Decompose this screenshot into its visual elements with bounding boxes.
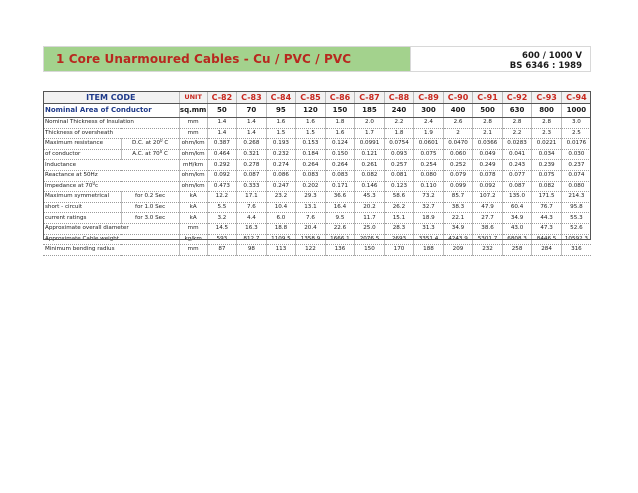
area-value: 185 <box>355 104 385 118</box>
area-value: 300 <box>414 104 444 118</box>
row-value: 2.2 <box>502 128 532 139</box>
row-label-tail: c <box>94 182 99 189</box>
item-code-cell: C-82 <box>207 92 237 104</box>
row-label <box>43 118 179 129</box>
row-value: 1.9 <box>414 128 444 139</box>
row-sublabel-tail: C <box>162 151 168 158</box>
row-value: 0.0366 <box>473 139 503 150</box>
row-value: 0.171 <box>325 181 355 192</box>
row-value: 0.261 <box>355 160 385 171</box>
row-value: 3.0 <box>561 118 591 129</box>
row-label <box>43 128 179 139</box>
degree-sup: 0 <box>159 149 163 155</box>
row-value: 15.1 <box>384 213 414 224</box>
row-value: 0.082 <box>532 181 562 192</box>
row-value: 0.092 <box>207 170 237 181</box>
row-value: 2.8 <box>532 118 562 129</box>
row-value: 209 <box>443 245 473 256</box>
row-value: 0.237 <box>561 160 591 171</box>
row-value: 47.3 <box>532 223 562 234</box>
row-value: 232 <box>473 245 503 256</box>
row-value: 17.1 <box>237 192 267 203</box>
row-value: 5301.7 <box>473 234 503 245</box>
area-value: 240 <box>384 104 414 118</box>
row-value: 22.1 <box>443 213 473 224</box>
row-value: 2.4 <box>414 118 444 129</box>
row-value: 0.080 <box>561 181 591 192</box>
row-label <box>43 160 179 171</box>
row-value: 55.3 <box>561 213 591 224</box>
row-unit: ohm/km <box>179 170 207 181</box>
row-value: 95.8 <box>561 202 591 213</box>
row-label-text: short - circuit <box>45 204 83 211</box>
degree-sup: 0 <box>160 138 163 144</box>
row-value: 0.092 <box>473 181 503 192</box>
row-value: 0.202 <box>296 181 326 192</box>
row-value: 0.264 <box>325 160 355 171</box>
area-unit: sq.mm <box>179 104 207 118</box>
item-code-cell: C-94 <box>561 92 591 104</box>
row-sublabel-text: for 0.2 Sec <box>134 193 166 200</box>
row-value: 0.243 <box>502 160 532 171</box>
row-value: 593 <box>207 234 237 245</box>
row-value: 1.4 <box>207 128 237 139</box>
item-code-cell: C-88 <box>384 92 414 104</box>
row-label-text: Maximum resistance <box>45 140 104 147</box>
row-value: 16.3 <box>237 223 267 234</box>
row-value: 0.080 <box>414 170 444 181</box>
row-value: 4.4 <box>237 213 267 224</box>
degree-sup: 0 <box>92 181 95 186</box>
row-label-text: Reactance at 50Hz <box>45 172 98 179</box>
row-value: 7.6 <box>237 202 267 213</box>
voltage-rating: 600 / 1000 V <box>522 51 582 61</box>
table-row <box>43 223 591 234</box>
row-label-text: of conductor <box>45 151 81 158</box>
row-value: 52.6 <box>561 223 591 234</box>
item-code-cell: C-86 <box>325 92 355 104</box>
row-value: 31.3 <box>414 223 444 234</box>
row-value: 0.083 <box>296 170 326 181</box>
row-sublabel <box>121 139 179 150</box>
row-value: 0.232 <box>266 149 296 160</box>
row-value: 0.030 <box>561 149 591 160</box>
row-value: 0.193 <box>266 139 296 150</box>
row-value: 284 <box>532 245 562 256</box>
row-value: 171.5 <box>532 192 562 203</box>
row-value: 10592.3 <box>561 234 591 245</box>
row-sublabel-text: A.C. at 70 <box>132 151 160 158</box>
row-value: 9.5 <box>325 213 355 224</box>
row-value: 0.123 <box>384 181 414 192</box>
row-value: 60.4 <box>502 202 532 213</box>
row-value: 6.0 <box>266 213 296 224</box>
row-value: 1.5 <box>266 128 296 139</box>
cable-spec-table <box>43 91 591 256</box>
row-value: 1.5 <box>296 128 326 139</box>
document-title: 1 Core Unarmoured Cables - Cu / PVC / PVC <box>56 52 352 66</box>
area-value: 95 <box>266 104 296 118</box>
row-value: 2.6 <box>443 118 473 129</box>
row-value: 0.110 <box>414 181 444 192</box>
row-value: 0.252 <box>443 160 473 171</box>
row-value: 20.2 <box>355 202 385 213</box>
row-value: 0.0283 <box>502 139 532 150</box>
row-value: 0.321 <box>237 149 267 160</box>
row-unit: ohm/km <box>179 149 207 160</box>
row-label <box>43 202 121 213</box>
row-value: 170 <box>384 245 414 256</box>
title-banner <box>43 46 411 72</box>
table-row <box>43 192 591 203</box>
row-value: 0.387 <box>207 139 237 150</box>
row-value: 2693 <box>384 234 414 245</box>
row-value: 0.278 <box>237 160 267 171</box>
row-value: 0.041 <box>502 149 532 160</box>
row-value: 0.292 <box>207 160 237 171</box>
row-sublabel-text: D.C. at 20 <box>131 140 161 147</box>
row-label-text: current ratings <box>45 214 87 221</box>
row-value: 11.7 <box>355 213 385 224</box>
area-value: 630 <box>502 104 532 118</box>
row-value: 2.1 <box>473 128 503 139</box>
row-value: 812.7 <box>237 234 267 245</box>
row-unit: kA <box>179 213 207 224</box>
row-value: 87 <box>207 245 237 256</box>
row-value: 14.5 <box>207 223 237 234</box>
row-value: 28.3 <box>384 223 414 234</box>
row-value: 38.6 <box>473 223 503 234</box>
row-value: 0.099 <box>443 181 473 192</box>
item-code-cell: C-92 <box>502 92 532 104</box>
row-value: 32.7 <box>414 202 444 213</box>
row-label <box>43 192 121 203</box>
row-value: 1.7 <box>355 128 385 139</box>
row-value: 0.075 <box>414 149 444 160</box>
row-value: 34.9 <box>502 213 532 224</box>
row-value: 2.5 <box>561 128 591 139</box>
row-value: 0.074 <box>561 170 591 181</box>
item-code-cell: C-87 <box>355 92 385 104</box>
row-unit: mm <box>179 118 207 129</box>
row-value: 136 <box>325 245 355 256</box>
row-value: 34.9 <box>443 223 473 234</box>
item-code-cell: C-90 <box>443 92 473 104</box>
table-row <box>43 139 591 150</box>
row-label <box>43 245 179 256</box>
row-value: 1358.9 <box>296 234 326 245</box>
item-code-cell: C-85 <box>296 92 326 104</box>
row-value: 85.7 <box>443 192 473 203</box>
row-value: 2076.5 <box>355 234 385 245</box>
row-label-text: Approximate overall diameter <box>45 225 129 232</box>
row-value: 0.264 <box>296 160 326 171</box>
row-value: 2 <box>443 128 473 139</box>
row-value: 0.249 <box>473 160 503 171</box>
row-value: 0.274 <box>266 160 296 171</box>
row-value: 0.049 <box>473 149 503 160</box>
row-value: 0.079 <box>443 170 473 181</box>
row-value: 44.3 <box>532 213 562 224</box>
row-label <box>43 234 179 245</box>
row-value: 5.5 <box>207 202 237 213</box>
row-value: 0.124 <box>325 139 355 150</box>
row-unit: mH/km <box>179 160 207 171</box>
row-value: 0.473 <box>207 181 237 192</box>
row-value: 135.0 <box>502 192 532 203</box>
row-value: 43.0 <box>502 223 532 234</box>
rating-box <box>411 46 591 72</box>
row-value: 214.3 <box>561 192 591 203</box>
row-value: 3351.4 <box>414 234 444 245</box>
row-value: 2.8 <box>473 118 503 129</box>
standard-reference: BS 6346 : 1989 <box>509 61 582 71</box>
row-value: 0.333 <box>237 181 267 192</box>
row-value: 258 <box>502 245 532 256</box>
row-value: 0.0221 <box>532 139 562 150</box>
row-value: 0.034 <box>532 149 562 160</box>
row-value: 1.4 <box>237 128 267 139</box>
area-value: 50 <box>207 104 237 118</box>
row-value: 29.3 <box>296 192 326 203</box>
item-code-cell: C-84 <box>266 92 296 104</box>
row-label-text: Inductance <box>45 161 77 168</box>
row-value: 0.0754 <box>384 139 414 150</box>
table-row <box>43 128 591 139</box>
row-sublabel <box>121 192 179 203</box>
row-sublabel-text: for 3.0 Sec <box>134 214 166 221</box>
row-label <box>43 223 179 234</box>
row-value: 0.087 <box>502 181 532 192</box>
row-value: 0.060 <box>443 149 473 160</box>
row-value: 188 <box>414 245 444 256</box>
row-unit: mm <box>179 128 207 139</box>
row-unit: ohm/km <box>179 181 207 192</box>
row-value: 0.082 <box>355 170 385 181</box>
row-value: 10.4 <box>266 202 296 213</box>
row-value: 1.4 <box>207 118 237 129</box>
row-value: 0.146 <box>355 181 385 192</box>
area-value: 1000 <box>561 104 591 118</box>
row-value: 1.6 <box>296 118 326 129</box>
row-value: 0.0991 <box>355 139 385 150</box>
row-value: 38.3 <box>443 202 473 213</box>
row-value: 0.153 <box>296 139 326 150</box>
row-sublabel-text: for 1.0 Sec <box>134 204 166 211</box>
table-row <box>43 245 591 256</box>
area-value: 120 <box>296 104 326 118</box>
row-value: 18.8 <box>266 223 296 234</box>
row-value: 76.7 <box>532 202 562 213</box>
row-label <box>43 170 179 181</box>
row-unit: kA <box>179 192 207 203</box>
row-value: 0.083 <box>325 170 355 181</box>
row-value: 36.6 <box>325 192 355 203</box>
item-code-cell: C-83 <box>237 92 267 104</box>
row-label <box>43 213 121 224</box>
row-value: 20.4 <box>296 223 326 234</box>
row-value: 58.6 <box>384 192 414 203</box>
table-row <box>43 118 591 129</box>
row-label-text: Nominal Thickness of Insulation <box>45 119 134 126</box>
row-value: 0.086 <box>266 170 296 181</box>
area-value: 70 <box>237 104 267 118</box>
row-value: 0.081 <box>384 170 414 181</box>
row-value: 0.254 <box>414 160 444 171</box>
row-value: 316 <box>561 245 591 256</box>
area-value: 800 <box>532 104 562 118</box>
item-code-cell: C-91 <box>473 92 503 104</box>
row-value: 12.2 <box>207 192 237 203</box>
row-value: 7.6 <box>296 213 326 224</box>
row-value: 4243.9 <box>443 234 473 245</box>
row-value: 22.6 <box>325 223 355 234</box>
row-sublabel-tail: C <box>162 140 169 147</box>
row-unit: mm <box>179 223 207 234</box>
row-value: 2.8 <box>502 118 532 129</box>
row-value: 26.2 <box>384 202 414 213</box>
row-value: 98 <box>237 245 267 256</box>
row-value: 113 <box>266 245 296 256</box>
row-sublabel <box>121 213 179 224</box>
row-unit: mm <box>179 245 207 256</box>
row-value: 8446.5 <box>532 234 562 245</box>
row-value: 0.075 <box>532 170 562 181</box>
area-value: 150 <box>325 104 355 118</box>
row-value: 2.2 <box>384 118 414 129</box>
row-value: 18.9 <box>414 213 444 224</box>
row-label-text: Impedance at 70 <box>45 182 93 189</box>
area-value: 500 <box>473 104 503 118</box>
row-label-text: Approximate Cable weight <box>45 235 120 242</box>
row-value: 0.0470 <box>443 139 473 150</box>
item-code-cell: C-93 <box>532 92 562 104</box>
row-value: 0.268 <box>237 139 267 150</box>
row-unit: ohm/km <box>179 139 207 150</box>
area-label: Nominal Area of Conductor <box>43 104 179 118</box>
row-label-text: Maximum symmetrical <box>45 193 110 200</box>
header-row <box>43 92 591 104</box>
row-value: 1109.5 <box>266 234 296 245</box>
row-value: 13.1 <box>296 202 326 213</box>
row-value: 1.8 <box>384 128 414 139</box>
row-label-text: Minimum bending radius <box>45 246 115 253</box>
row-value: 0.087 <box>237 170 267 181</box>
row-value: 0.247 <box>266 181 296 192</box>
row-label-text: Thickness of oversheath <box>45 129 114 136</box>
table-row <box>43 170 591 181</box>
table-row <box>43 160 591 171</box>
row-value: 0.078 <box>473 170 503 181</box>
row-value: 0.239 <box>532 160 562 171</box>
row-value: 23.2 <box>266 192 296 203</box>
row-label <box>43 149 121 160</box>
row-value: 1.4 <box>237 118 267 129</box>
row-value: 107.2 <box>473 192 503 203</box>
row-value: 27.7 <box>473 213 503 224</box>
row-unit: kA <box>179 202 207 213</box>
row-value: 0.093 <box>384 149 414 160</box>
row-value: 0.150 <box>325 149 355 160</box>
row-unit: kg/km <box>179 234 207 245</box>
row-value: 122 <box>296 245 326 256</box>
row-value: 0.0176 <box>561 139 591 150</box>
row-value: 0.121 <box>355 149 385 160</box>
row-value: 73.2 <box>414 192 444 203</box>
row-value: 0.464 <box>207 149 237 160</box>
area-value: 400 <box>443 104 473 118</box>
row-value: 150 <box>355 245 385 256</box>
table-row <box>43 202 591 213</box>
row-value: 0.184 <box>296 149 326 160</box>
row-value: 1.6 <box>325 128 355 139</box>
row-sublabel <box>121 202 179 213</box>
row-sublabel <box>121 149 179 160</box>
row-value: 0.077 <box>502 170 532 181</box>
row-value: 6808.3 <box>502 234 532 245</box>
item-code-label: ITEM CODE <box>43 92 179 104</box>
row-value: 47.9 <box>473 202 503 213</box>
row-label <box>43 139 121 150</box>
row-label <box>43 181 179 192</box>
row-value: 16.4 <box>325 202 355 213</box>
row-value: 1666.1 <box>325 234 355 245</box>
table-row <box>43 181 591 192</box>
row-value: 0.257 <box>384 160 414 171</box>
row-value: 2.3 <box>532 128 562 139</box>
row-value: 2.0 <box>355 118 385 129</box>
table-row <box>43 213 591 224</box>
table-row <box>43 234 591 245</box>
item-code-cell: C-89 <box>414 92 444 104</box>
row-value: 3.2 <box>207 213 237 224</box>
row-value: 45.3 <box>355 192 385 203</box>
row-value: 1.8 <box>325 118 355 129</box>
area-row <box>43 104 591 118</box>
row-value: 0.0601 <box>414 139 444 150</box>
row-value: 25.0 <box>355 223 385 234</box>
unit-header: UNIT <box>179 92 207 104</box>
table-row <box>43 149 591 160</box>
row-value: 1.6 <box>266 118 296 129</box>
